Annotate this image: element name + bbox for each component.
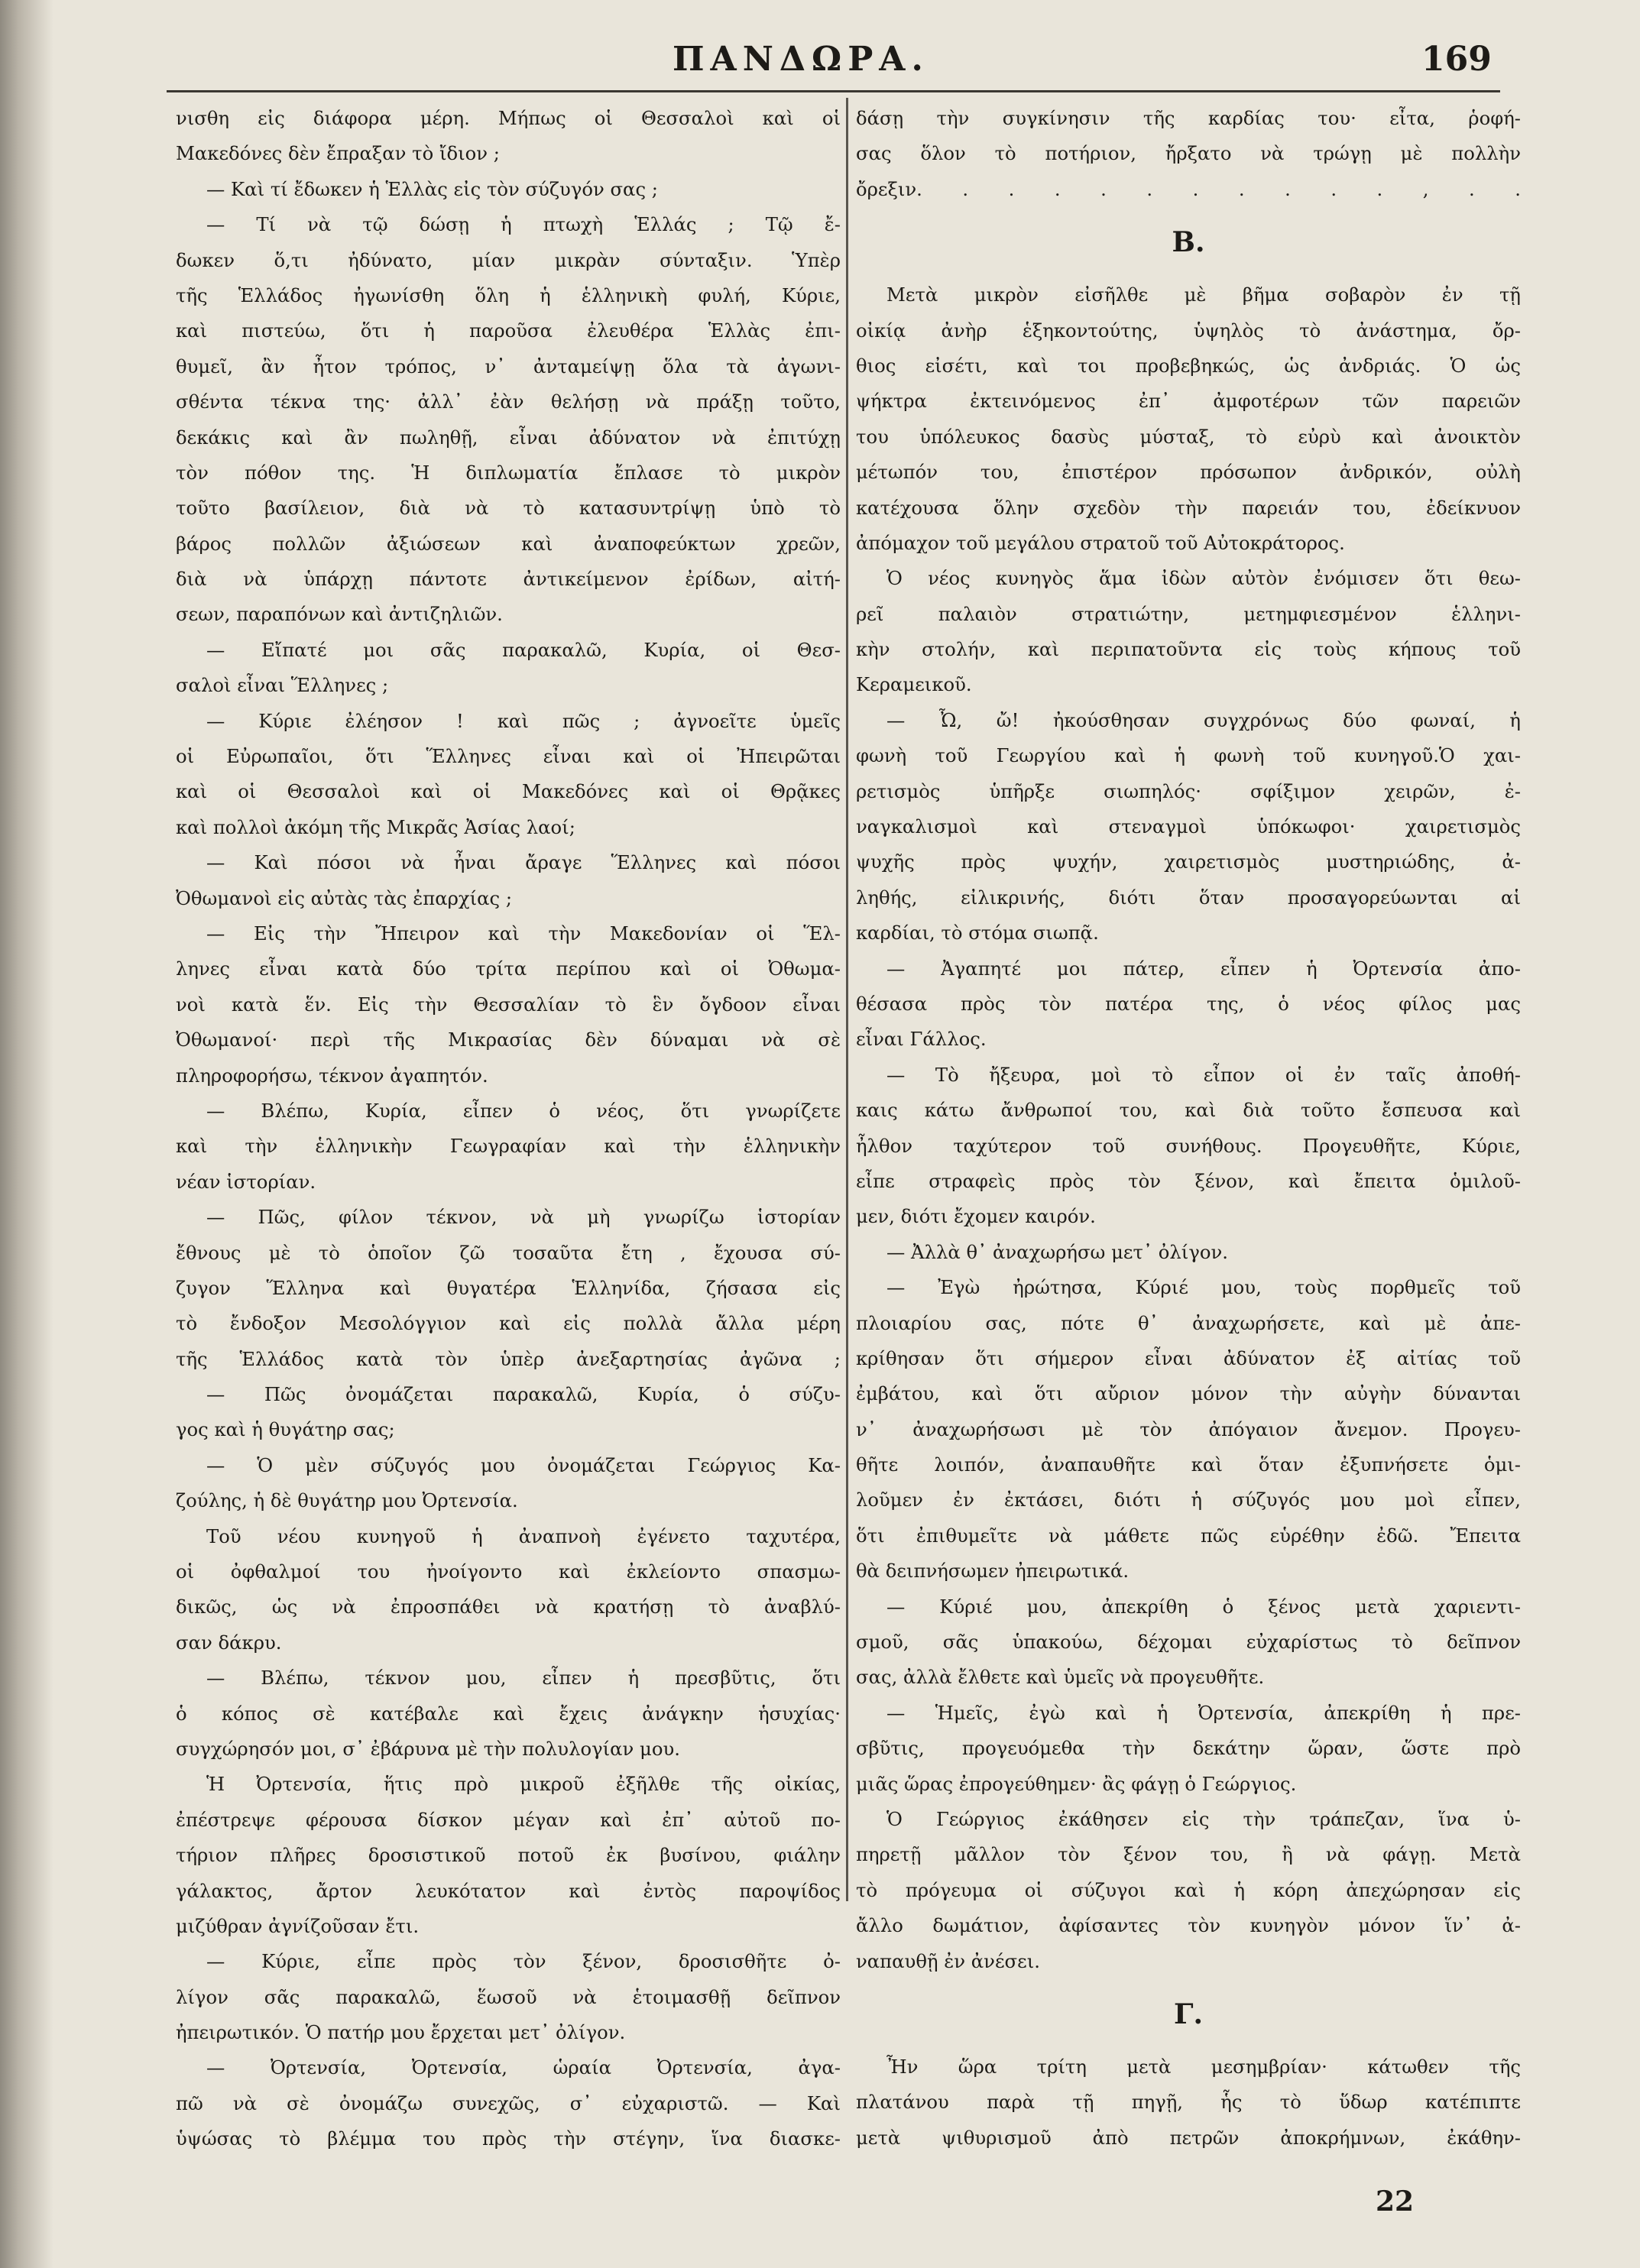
text-line: οἰκίᾳ ἀνὴρ ἑξηκοντούτης, ὑψηλὸς τὸ ἀνάστημα, ὄρ- [856,319,1521,342]
text-line: σας, ἀλλὰ ἔλθετε καὶ ὑμεῖς νὰ προγευθῆτε. [856,1666,1265,1689]
text-line: ἀπόμαχον τοῦ μεγάλου στρατοῦ τοῦ Αὐτοκράτορος. [856,531,1345,554]
signature-mark: 22 [1376,2185,1415,2218]
text-line: — Ἡμεῖς, ἐγὼ καὶ ἡ Ὀρτενσία, ἀπεκρίθη ἡ πρε- [886,1701,1521,1724]
text-line: θέσασα πρὸς τὸν πατέρα της, ὁ νέος φίλος μας [856,992,1521,1015]
section-heading: Β. [1172,226,1205,259]
text-line: ρετισμὸς ὑπῆρξε σιωπηλός· σφίξιμον χειρῶν, ἐ- [856,779,1521,802]
text-line: ἔθνους μὲ τὸ ὁποῖον ζῶ τοσαῦτα ἔτη , ἔχουσα σύ- [176,1241,841,1264]
text-line: — Κύριε, εἶπε πρὸς τὸν ξένον, δροσισθῆτε ὀ- [206,1950,841,1973]
text-line: — Ὦ, ὤ! ἠκούσθησαν συγχρόνως δύο φωναί, ἡ [886,708,1521,731]
text-line: Ὁ Γεώργιος ἐκάθησεν εἰς τὴν τράπεζαν, ἵνα ὑ- [886,1807,1521,1830]
text-line: — Καὶ τί ἔδωκεν ἡ Ἑλλὰς εἰς τὸν σύζυγόν σας ; [206,177,658,200]
text-line: νοὶ κατὰ ἕν. Εἰς τὴν Θεσσαλίαν τὸ ἓν ὄγδοον εἶναι [176,993,841,1016]
text-line: θυμεῖ, ἂν ἦτον τρόπος, ν᾽ ἀνταμείψῃ ὅλα τὰ ἀγωνι- [176,355,841,377]
text-line: τῆς Ἑλλάδος κατὰ τὸν ὑπὲρ ἀνεξαρτησίας ἀγῶνα ; [176,1347,841,1370]
text-line: ζούλης, ἡ δὲ θυγάτηρ μου Ὀρτενσία. [176,1489,518,1512]
text-line: βάρος πολλῶν ἀξιώσεων καὶ ἀναποφεύκτων χρεῶν, [176,532,841,555]
column-divider [846,98,848,1901]
text-line: ἄλλο δωμάτιον, ἀφίσαντες τὸν κυνηγὸν μόνον ἵν᾽ ἀ- [856,1914,1521,1937]
text-line: ἐπέστρεψε φέρουσα δίσκον μέγαν καὶ ἐπ᾽ αὐτοῦ πο- [176,1808,841,1831]
text-line: — Ἐγὼ ἠρώτησα, Κύριέ μου, τοὺς πορθμεῖς τοῦ [886,1276,1521,1299]
text-line: Μακεδόνες δὲν ἔπραξαν τὸ ἴδιον ; [176,142,500,165]
text-line: τὸ πρόγευμα οἱ σύζυγοι καὶ ἡ κόρη ἀπεχώρησαν εἰς [856,1878,1521,1901]
text-line: — Εἴπατέ μοι σᾶς παρακαλῶ, Κυρία, οἱ Θεσ- [206,638,841,661]
text-line: πλατάνου παρὰ τῇ πηγῇ, ἧς τὸ ὕδωρ κατέπιπτε [856,2091,1521,2114]
text-line: δεκάκις καὶ ἂν πωληθῇ, εἶναι ἀδύνατον νὰ ἐπιτύχῃ [176,426,841,449]
text-line: φωνὴ τοῦ Γεωργίου καὶ ἡ φωνὴ τοῦ κυνηγοῦ.Ὁ χαι- [856,744,1521,767]
text-line: θιος εἰσέτι, καὶ τοι προβεβηκώς, ὡς ἀνδριάς. Ὁ ὡς [856,354,1521,377]
text-line: Μετὰ μικρὸν εἰσῆλθε μὲ βῆμα σοβαρὸν ἐν τῇ [886,284,1521,306]
text-line: πλοιαρίου σας, πότε θ᾽ ἀναχωρήσετε, καὶ μὲ ἀπε- [856,1311,1521,1334]
text-line: ψυχῆς πρὸς ψυχήν, χαιρετισμὸς μυστηριώδης, ἀ- [856,851,1521,873]
text-line: ρεῖ παλαιὸν στρατιώτην, μετημφιεσμένον ἑλληνι- [856,602,1521,625]
text-line: Ὀθωμανοί· περὶ τῆς Μικρασίας δὲν δύναμαι νὰ σὲ [176,1029,841,1051]
text-line: δικῶς, ὡς νὰ ἐπροσπάθει νὰ κρατήσῃ τὸ ἀναβλύ- [176,1596,841,1618]
text-line: εἶναι Γάλλος. [856,1028,987,1051]
text-line: σας ὅλον τὸ ποτήριον, ἤρξατο νὰ τρώγῃ μὲ πολλὴν [856,142,1521,165]
text-line: καρδίαι, τὸ στόμα σιωπᾷ. [856,922,1099,944]
text-line: θὰ δειπνήσωμεν ἠπειρωτικά. [856,1560,1130,1583]
text-line: — Ἀγαπητέ μοι πάτερ, εἶπεν ἡ Ὀρτενσία ἀπο- [886,957,1521,980]
text-line: — Τὸ ἤξευρα, μοὶ τὸ εἶπον οἱ ἐν ταῖς ἀποθή- [886,1063,1521,1086]
text-line: Τοῦ νέου κυνηγοῦ ἡ ἀναπνοὴ ἐγένετο ταχυτέρα, [206,1524,841,1547]
text-line: — Ὁ μὲν σύζυγός μου ὀνομάζεται Γεώργιος Κα- [206,1453,841,1476]
text-line: ληθής, εἰλικρινής, διότι ὅταν προσαγορεύωνται αἱ [856,886,1521,909]
text-line: μετὰ ψιθυρισμοῦ ἀπὸ πετρῶν ἀποκρήμνων, ἐκάθην- [856,2126,1521,2149]
text-line: καὶ πιστεύω, ὅτι ἡ παροῦσα ἐλευθέρα Ἑλλὰς ἐπι- [176,319,841,342]
text-line: γάλακτος, ἄρτον λευκότατον καὶ ἐντὸς παροψίδος [176,1879,841,1902]
text-line: σαν δάκρυ. [176,1631,282,1654]
text-line: τοῦτο βασίλειον, διὰ νὰ τὸ κατασυντρίψῃ ὑπὸ τὸ [176,497,841,520]
text-line: — Πῶς, φίλον τέκνον, νὰ μὴ γνωρίζω ἱστορίαν [206,1206,841,1229]
text-line: — Κύριε ἐλέησον ! καὶ πῶς ; ἀγνοεῖτε ὑμεῖς [206,709,841,732]
text-line: ψήκτρα ἐκτεινόμενος ἐπ᾽ ἀμφοτέρων τῶν παρειῶν [856,390,1521,413]
text-line: ἐμβάτου, καὶ ὅτι αὔριον μόνον τὴν αὐγὴν δύνανται [856,1382,1521,1405]
text-line: Ἡ Ὀρτενσία, ἥτις πρὸ μικροῦ ἐξῆλθε τῆς οἰκίας, [206,1773,841,1796]
right-column [856,101,1521,2156]
text-line: ζυγον Ἕλληνα καὶ θυγατέρα Ἑλληνίδα, ζήσασα εἰς [176,1276,841,1299]
text-line: οἱ ὀφθαλμοί του ἠνοίγοντο καὶ ἐκλείοντο σπασμω- [176,1560,841,1583]
text-line: πηρετῇ μᾶλλον τὸν ξένον του, ἢ νὰ φάγῃ. Μετὰ [856,1843,1521,1866]
text-line: κατέχουσα ὅλην σχεδὸν τὴν παρειάν του, ἐδείκνυον [856,496,1521,519]
text-line: συγχώρησόν μοι, σ᾽ ἐβάρυνα μὲ τὴν πολυλογίαν μου. [176,1737,680,1760]
text-line: — Βλέπω, Κυρία, εἶπεν ὁ νέος, ὅτι γνωρίζετε [206,1099,841,1122]
text-line: σβῦτις, προγευόμεθα τὴν δεκάτην ὥραν, ὥστε πρὸ [856,1737,1521,1760]
text-line: καὶ τὴν ἑλληνικὴν Γεωγραφίαν καὶ τὴν ἑλληνικὴν [176,1135,841,1158]
text-line: — Εἰς τὴν Ἤπειρον καὶ τὴν Μακεδονίαν οἱ Ἕλ- [206,922,841,944]
binding-shadow [0,0,53,2268]
text-line: καὶ οἱ Θεσσαλοὶ καὶ οἱ Μακεδόνες καὶ οἱ Θρᾷκες [176,780,841,803]
text-line: τήριον πλῆρες δροσιστικοῦ ποτοῦ ἐκ βυσίνου, φιάλην [176,1844,841,1867]
text-line: σεων, παραπόνων καὶ ἀντιζηλιῶν. [176,603,503,626]
text-line: πῶ νὰ σὲ ὀνομάζω συνεχῶς, σ᾽ εὐχαριστῶ. — Καὶ [176,2091,841,2114]
text-line: ναπαυθῇ ἐν ἀνέσει. [856,1949,1040,1972]
text-line: εἶπε στραφεὶς πρὸς τὸν ξένον, καὶ ἔπειτα ὁμιλοῦ- [856,1169,1521,1192]
text-line: σθέντα τέκνα της· ἀλλ᾽ ἐὰν θελήσῃ νὰ πράξῃ τοῦτο, [176,390,841,413]
text-line: διὰ νὰ ὑπάρχῃ πάντοτε ἀντικείμενον ἐρίδων, αἰτή- [176,568,841,591]
text-line: ἠπειρωτικόν. Ὁ πατήρ μου ἔρχεται μετ᾽ ὀλίγον. [176,2021,626,2044]
text-line: τὸν πόθον της. Ἡ διπλωματία ἔπλασε τὸ μικρὸν [176,461,841,484]
text-line: — Πῶς ὀνομάζεται παρακαλῶ, Κυρία, ὁ σύζυ- [206,1383,841,1406]
text-line: δάσῃ τὴν συγκίνησιν τῆς καρδίας του· εἶτα, ῥοφή- [856,107,1521,129]
text-line: μιᾶς ὥρας ἐπρογεύθημεν· ἂς φάγῃ ὁ Γεώργιος. [856,1772,1297,1795]
running-head-title: ΠΑΝΔΩΡΑ. [673,40,929,79]
text-line: — Κύριέ μου, ἀπεκρίθη ὁ ξένος μετὰ χαριεντι- [886,1595,1521,1618]
text-line: ἦλθον ταχύτερον τοῦ συνήθους. Προγευθῆτε, Κύριε, [856,1134,1521,1157]
text-line: ὅτι ἐπιθυμεῖτε νὰ μάθετε πῶς εὑρέθην ἐδῶ. Ἔπειτα [856,1524,1521,1547]
text-line: Ὁ νέος κυνηγὸς ἅμα ἰδὼν αὐτὸν ἐνόμισεν ὅτι θεω- [886,567,1521,590]
text-line: λοῦμεν ἐν ἐκτάσει, διότι ἡ σύζυγός μου μοὶ εἶπεν, [856,1489,1521,1511]
text-line: του ὑπόλευκος δασὺς μύσταξ, τὸ εὐρὺ καὶ ἀνοικτὸν [856,425,1521,448]
text-line: — Καὶ πόσοι νὰ ἦναι ἄραγε Ἕλληνες καὶ πόσοι [206,851,841,874]
text-line: ληνες εἶναι κατὰ δύο τρίτα περίπου καὶ οἱ Ὀθωμα- [176,957,841,980]
text-line: Κεραμεικοῦ. [856,673,972,696]
text-line: οἱ Εὐρωπαῖοι, ὅτι Ἕλληνες εἶναι καὶ οἱ Ἠπειρῶται [176,745,841,768]
text-line: σμοῦ, σᾶς ὑπακούω, δέχομαι εὐχαρίστως τὸ δεῖπνον [856,1631,1521,1654]
text-line: Ἦν ὥρα τρίτη μετὰ μεσημβρίαν· κάτωθεν τῆς [886,2055,1521,2078]
text-line: ὁ κόπος σὲ κατέβαλε καὶ ἔχεις ἀνάγκην ἡσυχίας· [176,1702,841,1725]
text-line: τῆς Ἑλλάδος ἠγωνίσθη ὅλη ἡ ἑλληνικὴ φυλή, Κύριε, [176,284,841,306]
text-line: ὑψώσας τὸ βλέμμα του πρὸς τὴν στέγην, ἵνα διασκε- [176,2127,841,2150]
text-line: λίγον σᾶς παρακαλῶ, ἕωσοῦ νὰ ἑτοιμασθῇ δεῖπνον [176,1985,841,2008]
text-line: ὄρεξιν. . . . . . . . . . . , . . [856,177,1521,200]
text-line: δωκεν ὅ,τι ἠδύνατο, μίαν μικρὰν σύνταξιν. Ὑπὲρ [176,248,841,271]
left-column [176,101,841,2157]
text-line: γος καὶ ἡ θυγάτηρ σας; [176,1418,395,1441]
text-line: ναγκαλισμοὶ καὶ στεναγμοὶ ὑπόκωφοι· χαιρετισμὸς [856,815,1521,838]
text-line: κὴν στολήν, καὶ περιπατοῦντα εἰς τοὺς κήπους τοῦ [856,638,1521,661]
page-number: 169 [1421,40,1492,79]
text-line: τὸ ἔνδοξον Μεσολόγγιον καὶ εἰς πολλὰ ἄλλα μέρη [176,1312,841,1335]
text-line: πληροφορήσω, τέκνον ἀγαπητόν. [176,1064,488,1087]
text-line: — Βλέπω, τέκνον μου, εἶπεν ἡ πρεσβῦτις, ὅτι [206,1667,841,1690]
text-line: καὶ πολλοὶ ἀκόμη τῆς Μικρᾶς Ἀσίας λαοί; [176,815,575,838]
text-line: — Ἀλλὰ θ᾽ ἀναχωρήσω μετ᾽ ὀλίγον. [886,1240,1228,1263]
text-line: ν᾽ ἀναχωρήσωσι μὲ τὸν ἀπόγαιον ἄνεμον. Προγευ- [856,1418,1521,1440]
text-line: μιζύθραν ἀγνίζοῦσαν ἔτι. [176,1914,420,1937]
text-line: νέαν ἱστορίαν. [176,1170,316,1193]
text-line: — Ὀρτενσία, Ὀρτενσία, ὡραία Ὀρτενσία, ἀγα- [206,2056,841,2079]
text-line: Ὀθωμανοὶ εἰς αὐτὰς τὰς ἐπαρχίας ; [176,886,513,909]
text-line: σαλοὶ εἶναι Ἕλληνες ; [176,674,389,697]
text-line: μεν, διότι ἔχομεν καιρόν. [856,1205,1096,1228]
text-line: — Τί νὰ τῷ δώσῃ ἡ πτωχὴ Ἑλλάς ; Τῷ ἔ- [206,213,841,236]
text-line: νισθη εἰς διάφορα μέρη. Μήπως οἱ Θεσσαλοὶ καὶ οἱ [176,107,841,129]
text-line: θῆτε λοιπόν, ἀναπαυθῆτε καὶ ὅταν ἐξυπνήσετε ὁμι- [856,1453,1521,1476]
text-line: καις κάτω ἄνθρωποί του, καὶ διὰ τοῦτο ἔσπευσα καὶ [856,1099,1521,1122]
section-heading: Γ. [1173,1997,1204,2030]
header-rule [167,90,1500,92]
text-line: κρίθησαν ὅτι σήμερον εἶναι ἀδύνατον ἐξ αἰτίας τοῦ [856,1346,1521,1369]
text-line: μέτωπόν του, ἐπιστέρον πρόσωπον ἀνδρικόν, οὐλὴ [856,461,1521,484]
